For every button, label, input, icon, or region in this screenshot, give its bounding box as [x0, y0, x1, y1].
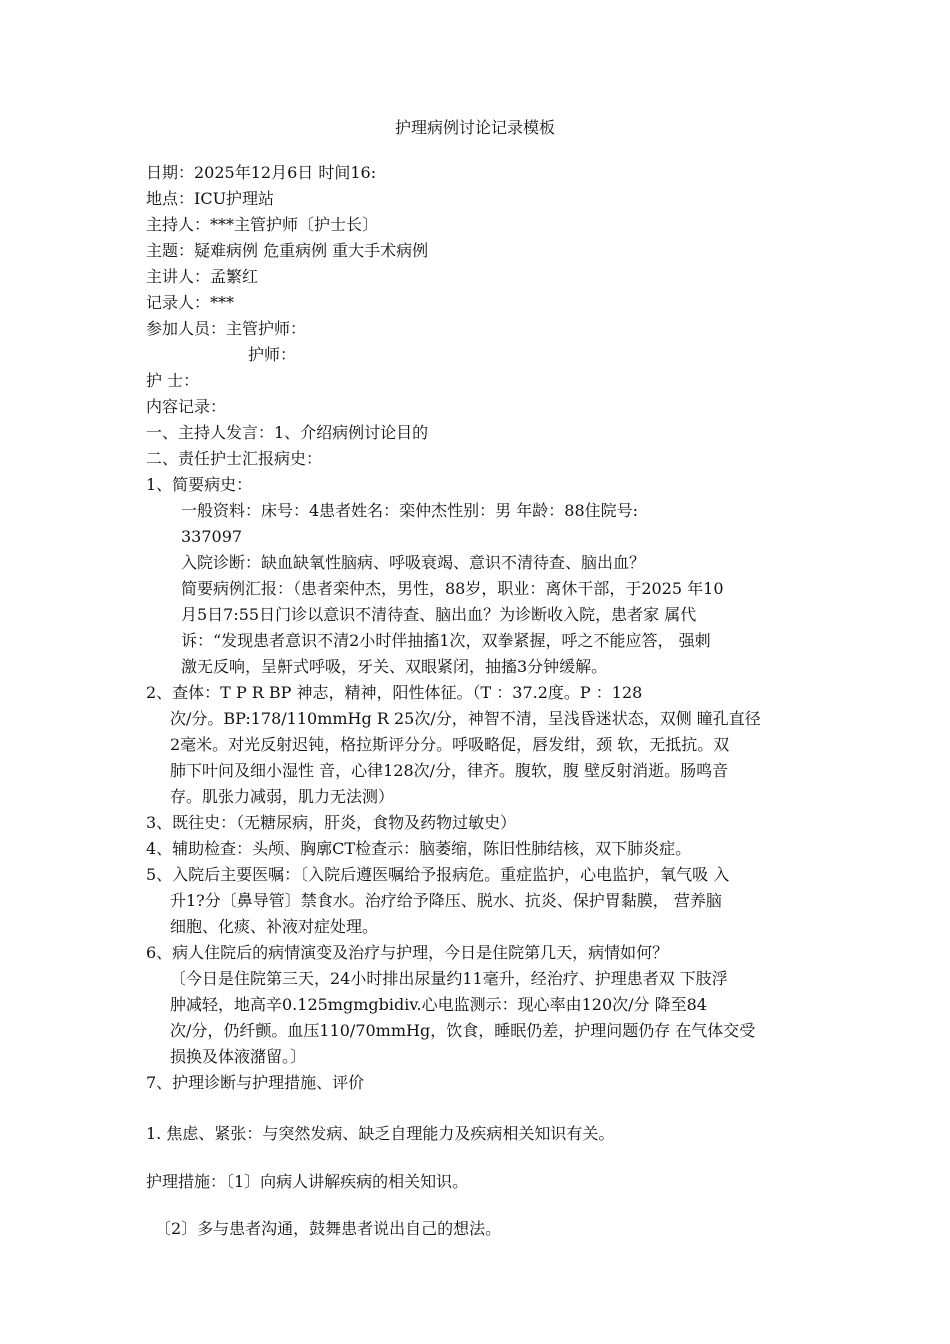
recorder-line: 记录人：*** [146, 293, 235, 312]
section-host-speech: 一、主持人发言：1、介绍病例讨论目的 [146, 423, 429, 442]
course-line: 损换及体液潴留。〕 [170, 1047, 307, 1066]
place-line: 地点：ICU护理站 [146, 189, 275, 208]
content-label: 内容记录： [146, 397, 227, 416]
section-nurse-report: 二、责任护士汇报病史： [146, 449, 323, 468]
measures-line: 护理措施：〔1〕向病人讲解疾病的相关知识。 [146, 1172, 469, 1191]
heading-brief-history: 1、简要病史： [146, 475, 253, 494]
exam-line: 2毫米。对光反射迟钝，格拉斯评分分。呼吸略促，唇发绀，颈 软，无抵抗。双 [170, 735, 730, 754]
nurse-line: 护 士： [146, 371, 200, 390]
participants-line: 参加人员：主管护师： [146, 319, 307, 338]
general-info-line: 一般资料：床号：4患者姓名：栾仲杰性别：男 年龄：88住院号: [181, 501, 639, 520]
date-line: 日期：2025年12月6日 时间16: [146, 163, 377, 182]
summary-line: 诉：“发现患者意识不清2小时伴抽搐1次，双拳紧握，呼之不能应答， 强刺 [181, 631, 711, 650]
course-line: 〔今日是住院第三天，24小时排出尿量约11毫升，经治疗、护理患者双 下肢浮 [170, 969, 728, 988]
history-line: 3、既往史：（无糖尿病，肝炎，食物及药物过敏史） [146, 813, 517, 832]
course-line: 肿减轻，地高辛0.125mgmgbidiv.心电监测示：现心率由120次/分 降至84 [170, 995, 707, 1014]
exam-line: 肺下叶问及细小湿性 音，心律128次/分，律齐。腹软，腹 壁反射消逝。肠鸣音 [170, 761, 729, 780]
summary-line: 激无反响，呈鼾式呼吸，牙关、双眼紧闭，抽搐3分钟缓解。 [181, 657, 608, 676]
orders-line: 5、入院后主要医嘱：〔入院后遵医嘱给予报病危。重症监护，心电监护，氧气吸 入 [146, 865, 730, 884]
exam-line: 次/分。BP:178/110mmHg R 25次/分，神智不清，呈浅昏迷状态，双侧 瞳孔直径 [170, 709, 761, 728]
topic-line: 主题：疑难病例 危重病例 重大手术病例 [146, 241, 429, 260]
summary-line: 月5日7:55日门诊以意识不清待查、脑出血？为诊断收入院，患者家 属代 [181, 605, 697, 624]
course-line: 次/分，仍纤颤。血压110/70mmHg，饮食，睡眠仍差，护理问题仍存 在气体交受 [170, 1021, 756, 1040]
nurse-practitioner-line: 护师： [248, 345, 297, 364]
heading-nursing-diagnosis: 7、护理诊断与护理措施、评价 [146, 1073, 365, 1092]
orders-line: 升1?分〔鼻导管〕禁食水。治疗给予降压、脱水、抗炎、保护胃黏膜， 营养脑 [170, 891, 722, 910]
measures-line: 〔2〕多与患者沟通，鼓舞患者说出自己的想法。 [155, 1219, 502, 1238]
summary-line: 简要病例汇报：（患者栾仲杰，男性，88岁，职业：离休干部，于2025 年10 [181, 579, 724, 598]
aux-exam-line: 4、辅助检查：头颅、胸廓CT检查示：脑萎缩，陈旧性肺结核，双下肺炎症。 [146, 839, 692, 858]
diagnosis-line: 入院诊断：缺血缺氧性脑病、呼吸衰竭、意识不清待查、脑出血？ [181, 553, 646, 572]
diagnosis-item: 1. 焦虑、紧张：与突然发病、缺乏自理能力及疾病相关知识有关。 [146, 1124, 615, 1143]
speaker-line: 主讲人：孟繁红 [146, 267, 259, 286]
host-line: 主持人：***主管护师〔护士长〕 [146, 215, 379, 234]
exam-line: 2、查体：T P R BP 神志，精神，阳性体征。（T ：37.2度。P ：128 [146, 683, 643, 702]
orders-line: 细胞、化痰、补液对症处理。 [170, 917, 379, 936]
exam-line: 存。肌张力减弱，肌力无法测） [170, 787, 395, 806]
course-question: 6、病人住院后的病情演变及治疗与护理，今日是住院第几天，病情如何？ [146, 943, 669, 962]
general-info-line: 337097 [181, 527, 243, 546]
document-title: 护理病例讨论记录模板 [394, 118, 555, 137]
